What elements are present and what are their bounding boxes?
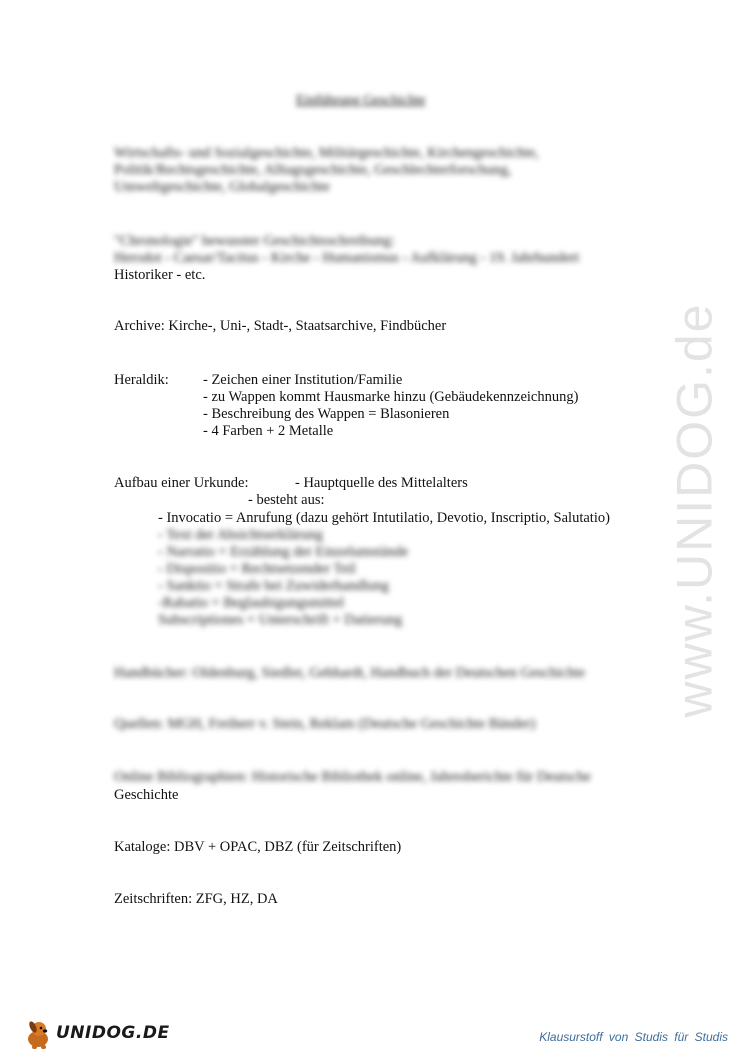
archive-line: Archive: Kirche-, Uni-, Stadt-, Staatsarchive, Findbücher xyxy=(114,318,447,334)
watermark-text: www.UNIDOG.de xyxy=(666,302,722,718)
page-title: Einführung Geschichte xyxy=(296,93,426,108)
urkunde-hauptquelle: - Hauptquelle des Mittelalters xyxy=(295,475,468,491)
urkunde-item: -Rabatio = Beglaubigungsmittel xyxy=(158,595,345,611)
urkunde-invocatio: - Invocatio = Anrufung (dazu gehört Intutilatio, Devotio, Inscriptio, Salutatio) xyxy=(158,510,610,526)
footer-slogan: Klausurstoff von Studis für Studis xyxy=(539,1030,728,1044)
kataloge-line: Kataloge: DBV + OPAC, DBZ (für Zeitschriften) xyxy=(114,839,402,855)
urkunde-item: - Narratio = Erzählung der Einzelumstände xyxy=(158,544,409,560)
handbuecher-line: Handbücher: Oldenburg, Siedler, Gebhardt, Handbuch der Deutschen Geschichte xyxy=(114,665,586,681)
heraldik-item: - Zeichen einer Institution/Familie xyxy=(203,372,403,388)
zeitschriften-line: Zeitschriften: ZFG, HZ, DA xyxy=(114,891,278,907)
chronologie-end: Historiker - etc. xyxy=(114,267,206,283)
watermark xyxy=(664,270,724,750)
logo-text: UNIDOG.DE xyxy=(56,1023,170,1043)
urkunde-item: - Sanktio = Strafe bei Zuwiderhandlung xyxy=(158,578,389,594)
chronologie-line-1: "Chronologie" bewusster Geschichtsschreibung: xyxy=(114,233,395,249)
heraldik-item: - zu Wappen kommt Hausmarke hinzu (Gebäudekennzeichnung) xyxy=(203,389,579,405)
urkunde-item: - Text der Absichtserklärung xyxy=(158,527,324,543)
heraldik-item: - Beschreibung des Wappen = Blasonieren xyxy=(203,406,450,422)
heraldik-label: Heraldik: xyxy=(114,372,169,388)
unidog-logo xyxy=(22,1018,170,1050)
online-bibliographien-end: Geschichte xyxy=(114,787,179,803)
teilgebiete-line-3: Umweltgeschichte, Globalgeschichte xyxy=(114,179,330,195)
urkunde-item: - Dispositio = Rechtsetzender Teil xyxy=(158,561,356,577)
online-bibliographien-line: Online Bibliographien: Historische Bibliothek online, Jahresberichte für Deutsche xyxy=(114,769,591,785)
teilgebiete-line-2: Politik/Rechtsgeschichte, Alltagsgeschichte, Geschlechterforschung, xyxy=(114,162,512,178)
chronologie-line-2: Herodot - Caesar/Tacitus - Kirche - Humanismus - Aufklärung - 19. Jahrhundert xyxy=(114,250,580,266)
dog-mascot-icon xyxy=(22,1018,56,1050)
heraldik-item: - 4 Farben + 2 Metalle xyxy=(203,423,334,439)
urkunde-label: Aufbau einer Urkunde: xyxy=(114,475,249,491)
teilgebiete-line-1: Wirtschafts- und Sozialgeschichte, Militärgeschichte, Kirchengeschichte, xyxy=(114,145,539,161)
urkunde-besteht: - besteht aus: xyxy=(248,492,325,508)
urkunde-item: Subscriptiones = Unterschrift + Datierung xyxy=(158,612,403,628)
quellen-line: Quellen: MGH, Freiherr v. Stein, Reklam (Deutsche Geschichte Bänder) xyxy=(114,716,536,732)
